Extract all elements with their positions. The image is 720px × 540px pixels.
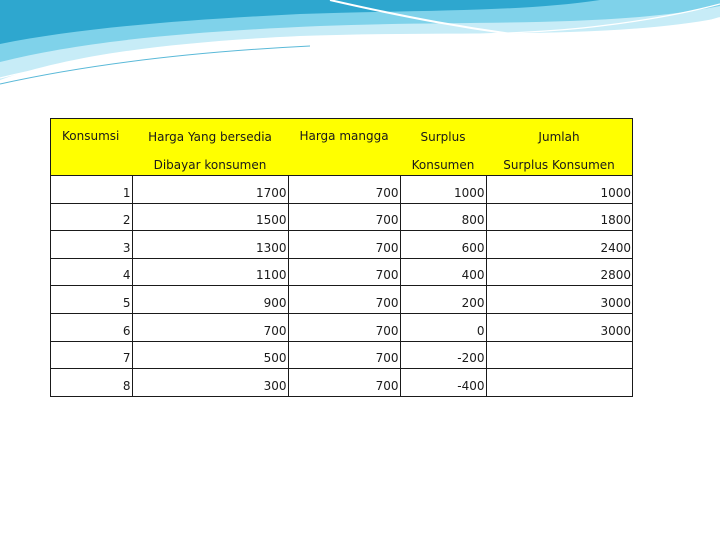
cell-konsumsi: 3 [51,231,132,259]
header-harga-mangga: Harga mangga [288,119,400,176]
cell-jumlah-surplus: 3000 [486,313,632,341]
cell-jumlah-surplus: 1800 [486,203,632,231]
cell-surplus: 600 [400,231,486,259]
cell-surplus: -200 [400,341,486,369]
cell-konsumsi: 5 [51,286,132,314]
table-row [51,313,632,341]
cell-harga-mangga: 700 [288,258,400,286]
cell-konsumsi: 6 [51,313,132,341]
table-row [51,176,632,204]
table-row [51,231,632,259]
cell-surplus: 1000 [400,176,486,204]
consumer-surplus-table [51,119,632,396]
header-surplus-line1: Surplus [400,119,486,155]
cell-konsumsi: 1 [51,176,132,204]
cell-harga-bersedia: 1100 [132,258,288,286]
header-harga-bersedia-line2: Dibayar konsumen [132,155,288,176]
cell-konsumsi: 7 [51,341,132,369]
cell-jumlah-surplus: 3000 [486,286,632,314]
cell-harga-bersedia: 1500 [132,203,288,231]
header-konsumsi: Konsumsi [51,119,132,176]
header-surplus-line2: Konsumen [400,155,486,176]
cell-harga-mangga: 700 [288,231,400,259]
header-jumlah-line1: Jumlah [486,119,632,155]
cell-jumlah-surplus: 1000 [486,176,632,204]
cell-harga-bersedia: 1700 [132,176,288,204]
cell-harga-bersedia: 900 [132,286,288,314]
cell-jumlah-surplus [486,341,632,369]
cell-harga-bersedia: 700 [132,313,288,341]
table-row [51,369,632,396]
cell-surplus: 200 [400,286,486,314]
cell-surplus: 400 [400,258,486,286]
cell-harga-mangga: 700 [288,203,400,231]
cell-harga-mangga: 700 [288,313,400,341]
header-harga-bersedia-line1: Harga Yang bersedia [132,119,288,155]
cell-harga-bersedia: 300 [132,369,288,396]
cell-jumlah-surplus [486,369,632,396]
cell-harga-mangga: 700 [288,286,400,314]
cell-harga-bersedia: 1300 [132,231,288,259]
table-row [51,341,632,369]
cell-jumlah-surplus: 2400 [486,231,632,259]
cell-harga-mangga: 700 [288,176,400,204]
cell-konsumsi: 4 [51,258,132,286]
cell-surplus: 0 [400,313,486,341]
header-jumlah-line2: Surplus Konsumen [486,155,632,176]
cell-konsumsi: 2 [51,203,132,231]
table-row [51,203,632,231]
cell-harga-mangga: 700 [288,341,400,369]
cell-harga-bersedia: 500 [132,341,288,369]
cell-surplus: 800 [400,203,486,231]
cell-jumlah-surplus: 2800 [486,258,632,286]
header-wave-decoration [0,0,720,90]
consumer-surplus-table-container [50,118,633,397]
table-row [51,258,632,286]
cell-harga-mangga: 700 [288,369,400,396]
cell-konsumsi: 8 [51,369,132,396]
cell-surplus: -400 [400,369,486,396]
table-row [51,286,632,314]
